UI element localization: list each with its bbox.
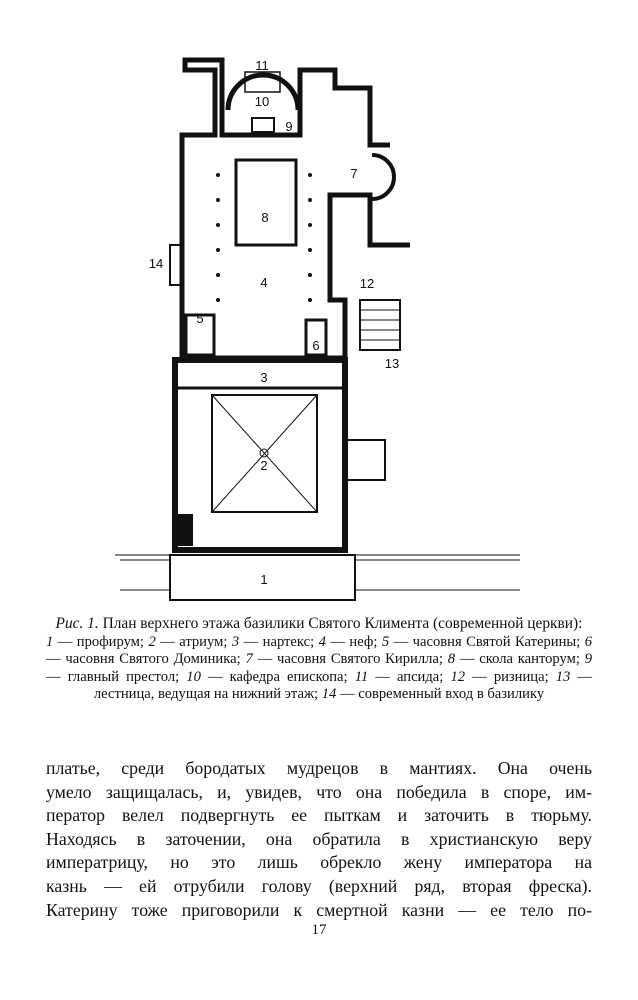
legend-item: 8 — скола канторум bbox=[447, 651, 576, 668]
chapel-7-apse bbox=[372, 155, 394, 199]
legend-text: профирум bbox=[76, 633, 140, 650]
legend-number: 3 bbox=[231, 633, 240, 650]
legend-number: 7 bbox=[245, 651, 253, 668]
stair-treads bbox=[360, 310, 400, 340]
plan-label-3: 3 bbox=[260, 370, 268, 385]
legend-number: 13 bbox=[555, 668, 571, 685]
legend-text: современный вход в базилику bbox=[358, 686, 545, 703]
stairs-13 bbox=[360, 300, 400, 350]
legend-text: неф bbox=[349, 633, 374, 650]
legend-item: 11 — апсида bbox=[354, 668, 440, 685]
plan-label-14: 14 bbox=[148, 256, 164, 271]
legend-item: 12 — ризница bbox=[450, 668, 545, 685]
caption-legend: 1 — профирум; 2 — атриум; 3 — нартекс; 4 — неф; 5 — часовня Святой Катерины; 6 — часовня Святого Доминика; 7 — часовня Святого Кирилла; 8 — скола канторум; 9 — главный престол; 10 — кафедра епископа; 11 — апсида; 12 — ризница; 13 — лестница, ведущая на нижний этаж; 14 — современный вход в базилику bbox=[46, 633, 593, 703]
legend-item: 9 — главный престол bbox=[46, 651, 593, 685]
legend-text: атриум bbox=[179, 633, 224, 650]
legend-number: 8 bbox=[447, 651, 456, 668]
legend-item: 5 — часовня Святой Катерины bbox=[381, 633, 577, 650]
plan-label-2: 2 bbox=[260, 458, 268, 473]
legend-number: 12 bbox=[450, 668, 466, 685]
legend-number: 1 bbox=[46, 633, 54, 650]
legend-item: 13 — лестница, ведущая на нижний этаж bbox=[93, 668, 593, 703]
legend-item: 7 — часовня Святого Кирилла bbox=[245, 651, 439, 668]
schola-cantorum bbox=[236, 160, 296, 245]
legend-number: 4 bbox=[318, 633, 326, 650]
legend-text: кафедра епископа bbox=[229, 668, 344, 685]
legend-number: 6 bbox=[584, 633, 593, 650]
text-line: казнь — ей отрубили голову (верхний ряд, вторая фреска). bbox=[46, 875, 592, 896]
legend-text: часовня Святой Катерины bbox=[412, 633, 577, 650]
legend-item: 2 — атриум bbox=[148, 633, 224, 650]
plan-label-6: 6 bbox=[312, 338, 320, 353]
legend-text: скола канторум bbox=[479, 651, 576, 668]
figure-caption bbox=[46, 615, 592, 704]
legend-text: нартекс bbox=[262, 633, 311, 650]
legend-number: 10 bbox=[186, 668, 201, 685]
plan-label-5: 5 bbox=[196, 311, 204, 326]
caption-prefix: Рис. 1. bbox=[55, 615, 99, 632]
text-line: ператор велел подвергнуть ее пыткам и заточить в тюрьму. bbox=[46, 805, 592, 826]
legend-item: 6 — часовня Святого Доминика bbox=[46, 633, 593, 668]
altar bbox=[252, 118, 274, 132]
legend-number: 5 bbox=[381, 633, 390, 650]
plan-label-13: 13 bbox=[384, 356, 400, 371]
atrium-side-stairs bbox=[345, 440, 385, 480]
legend-item: 4 — неф bbox=[318, 633, 374, 650]
legend-text: главный престол bbox=[67, 668, 176, 685]
page-number: 17 bbox=[311, 922, 327, 938]
plan-label-9: 9 bbox=[285, 119, 293, 134]
legend-text: часовня Святого Кирилла bbox=[277, 651, 439, 668]
legend-number: 9 bbox=[584, 651, 593, 668]
legend-number: 14 bbox=[321, 686, 337, 703]
legend-number: 11 bbox=[354, 668, 369, 685]
legend-item: 3 — нартекс bbox=[231, 633, 311, 650]
text-line: Катерину тоже приговорили к смертной казни — ее тело по- bbox=[46, 899, 592, 920]
text-line: платье, среди бородатых мудрецов в мантиях. Она очень bbox=[46, 758, 592, 778]
hatching bbox=[120, 560, 520, 590]
caption-title bbox=[46, 615, 592, 634]
plan-label-8: 8 bbox=[261, 210, 269, 225]
text-line: умело защищалась, и, увидев, что она победила в споре, им- bbox=[46, 781, 592, 802]
plan-label-4: 4 bbox=[260, 275, 268, 290]
plan-label-1: 1 bbox=[260, 572, 268, 587]
plan-label-7: 7 bbox=[350, 166, 358, 181]
legend-number: 2 bbox=[148, 633, 156, 650]
caption-title-text: План верхнего этажа базилики Святого Климента (современной церкви): bbox=[102, 615, 583, 632]
legend-item: 14 — современный вход в базилику bbox=[321, 686, 545, 703]
plan-label-12: 12 bbox=[359, 276, 375, 291]
legend-item: 1 — профирум bbox=[46, 633, 140, 650]
body-text bbox=[46, 757, 592, 922]
atrium-corner-stairs bbox=[178, 515, 192, 545]
legend-item: 10 — кафедра епископа bbox=[186, 668, 344, 685]
legend-text: ризница bbox=[493, 668, 545, 685]
legend-text: лестница, ведущая на нижний этаж bbox=[93, 686, 315, 703]
legend-text: часовня Святого Доминика bbox=[65, 651, 237, 668]
text-line: Находясь в заточении, она обратила в христианскую веру bbox=[46, 828, 592, 849]
plan-label-11: 11 bbox=[255, 58, 269, 73]
plan-label-10: 10 bbox=[254, 94, 270, 109]
text-line: императрицу, но это лишь обрекло жену императора на bbox=[46, 852, 592, 873]
legend-text: апсида bbox=[396, 668, 440, 685]
